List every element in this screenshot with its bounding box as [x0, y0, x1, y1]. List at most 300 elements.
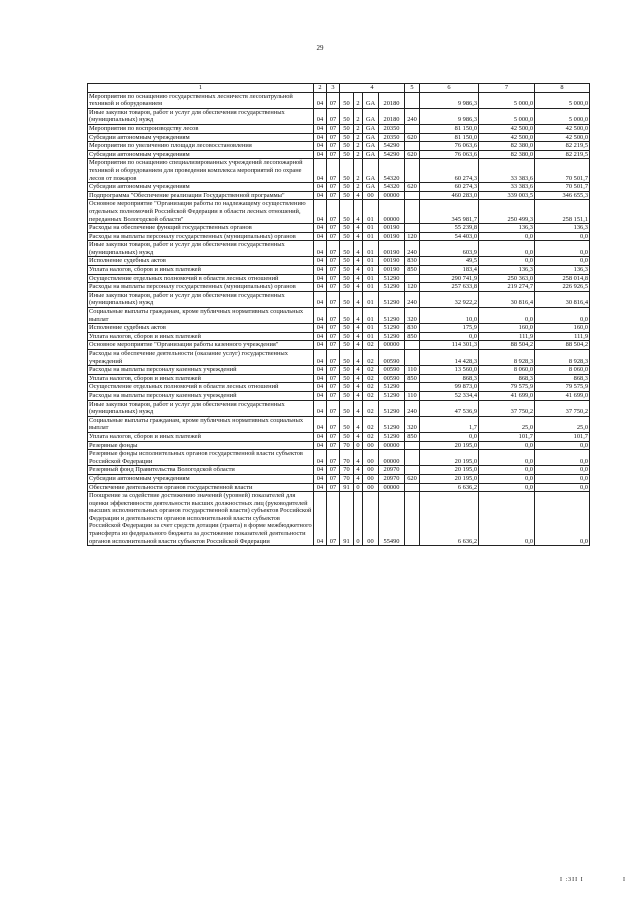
code-subsection: 07 [327, 432, 340, 441]
code-program: 50 [340, 191, 354, 200]
table-row [88, 142, 590, 151]
amount-year-2: 250 363,0 [479, 274, 535, 283]
row-name: Социальные выплаты гражданам, кроме публичных нормативных социальных выплат [88, 416, 314, 432]
code-direction: 00000 [379, 341, 405, 350]
amount-year-3: 70 501,7 [535, 183, 590, 192]
amount-year-2: 42 500,0 [479, 124, 535, 133]
table-row [88, 450, 590, 466]
row-name: Уплата налогов, сборов и иных платежей [88, 374, 314, 383]
code-event: GA [363, 133, 379, 142]
row-name: Иные закупки товаров, работ и услуг для обеспечения государственных (муниципальных) нужд [88, 108, 314, 124]
code-expense-type [405, 274, 420, 283]
code-subprogram: 4 [354, 366, 363, 375]
amount-year-2: 33 383,6 [479, 183, 535, 192]
code-event: 02 [363, 366, 379, 375]
row-name: Резервные фонды исполнительных органов государственной власти субъектов Российской Федерации [88, 450, 314, 466]
code-section: 04 [314, 108, 327, 124]
code-direction: 54320 [379, 159, 405, 183]
code-expense-type: 620 [405, 133, 420, 142]
amount-year-1: 0,0 [420, 332, 479, 341]
code-subsection: 07 [327, 150, 340, 159]
header-cell-5: 5 [405, 84, 420, 93]
code-subprogram: 4 [354, 474, 363, 483]
amount-year-1: 114 301,3 [420, 341, 479, 350]
table-row [88, 400, 590, 416]
amount-year-2: 0,0 [479, 466, 535, 475]
amount-year-3: 42 500,0 [535, 133, 590, 142]
amount-year-3: 136,3 [535, 224, 590, 233]
code-subsection: 07 [327, 366, 340, 375]
amount-year-1: 54 403,0 [420, 232, 479, 241]
code-subsection: 07 [327, 416, 340, 432]
code-section: 04 [314, 124, 327, 133]
amount-year-2: 33 383,6 [479, 159, 535, 183]
code-subprogram: 4 [354, 383, 363, 392]
code-section: 04 [314, 366, 327, 375]
code-program: 50 [340, 159, 354, 183]
table-row [88, 150, 590, 159]
code-program: 50 [340, 332, 354, 341]
table-body [88, 84, 590, 546]
row-name: Исполнение судебных актов [88, 324, 314, 333]
code-subsection: 07 [327, 283, 340, 292]
code-expense-type [405, 350, 420, 366]
amount-year-3: 88 504,2 [535, 341, 590, 350]
code-event: 00 [363, 492, 379, 546]
amount-year-2: 82 380,0 [479, 142, 535, 151]
amount-year-1: 99 873,0 [420, 383, 479, 392]
code-expense-type: 850 [405, 332, 420, 341]
table-row [88, 432, 590, 441]
code-subprogram: 4 [354, 232, 363, 241]
amount-year-2: 0,0 [479, 483, 535, 492]
code-expense-type [405, 341, 420, 350]
table-row [88, 283, 590, 292]
code-subprogram: 2 [354, 159, 363, 183]
code-section: 04 [314, 274, 327, 283]
table-row [88, 416, 590, 432]
code-program: 50 [340, 341, 354, 350]
amount-year-1: 20 195,0 [420, 450, 479, 466]
amount-year-3: 0,0 [535, 232, 590, 241]
code-subsection: 07 [327, 450, 340, 466]
amount-year-2: 219 274,7 [479, 283, 535, 292]
table-row [88, 183, 590, 192]
row-name: Мероприятия по оснащению специализированных учреждений лесопожарной техникой и оборудованием для проведения комплекса мероприятий по охране лесов от пожаров [88, 159, 314, 183]
amount-year-3: 0,0 [535, 466, 590, 475]
code-event: 00 [363, 450, 379, 466]
row-name: Расходы на выплаты персоналу казенных учреждений [88, 366, 314, 375]
table-row [88, 241, 590, 257]
amount-year-1: 1,7 [420, 416, 479, 432]
code-subprogram: 4 [354, 274, 363, 283]
code-expense-type: 240 [405, 108, 420, 124]
code-subsection: 07 [327, 400, 340, 416]
code-direction: 00000 [379, 200, 405, 224]
amount-year-2: 0,0 [479, 441, 535, 450]
amount-year-1: 175,9 [420, 324, 479, 333]
code-subprogram: 2 [354, 92, 363, 108]
code-subprogram: 4 [354, 308, 363, 324]
table-row [88, 200, 590, 224]
amount-year-3: 79 575,9 [535, 383, 590, 392]
code-direction: 00000 [379, 483, 405, 492]
page-number: 29 [316, 44, 324, 52]
table-row [88, 133, 590, 142]
code-program: 50 [340, 283, 354, 292]
row-name: Социальные выплаты гражданам, кроме публичных нормативных социальных выплат [88, 308, 314, 324]
code-subsection: 07 [327, 200, 340, 224]
amount-year-2: 250 499,3 [479, 200, 535, 224]
code-section: 04 [314, 200, 327, 224]
code-event: 01 [363, 232, 379, 241]
code-subprogram: 4 [354, 391, 363, 400]
table-row [88, 483, 590, 492]
code-expense-type [405, 224, 420, 233]
amount-year-1: 32 922,2 [420, 291, 479, 307]
amount-year-1: 55 239,8 [420, 224, 479, 233]
code-program: 50 [340, 257, 354, 266]
code-subprogram: 4 [354, 224, 363, 233]
code-subprogram: 4 [354, 416, 363, 432]
code-event: GA [363, 159, 379, 183]
code-section: 04 [314, 441, 327, 450]
code-program: 50 [340, 291, 354, 307]
code-subsection: 07 [327, 474, 340, 483]
amount-year-2: 25,0 [479, 416, 535, 432]
code-subprogram: 4 [354, 332, 363, 341]
amount-year-3: 0,0 [535, 492, 590, 546]
code-section: 04 [314, 391, 327, 400]
code-subprogram: 4 [354, 291, 363, 307]
row-name: Субсидии автономным учреждениям [88, 150, 314, 159]
code-section: 04 [314, 474, 327, 483]
code-program: 70 [340, 474, 354, 483]
code-expense-type: 320 [405, 308, 420, 324]
code-subsection: 07 [327, 92, 340, 108]
amount-year-2: 0,0 [479, 474, 535, 483]
amount-year-1: 13 560,0 [420, 366, 479, 375]
code-expense-type: 110 [405, 366, 420, 375]
code-subprogram: 2 [354, 133, 363, 142]
code-direction: 54290 [379, 150, 405, 159]
code-section: 04 [314, 374, 327, 383]
code-subsection: 07 [327, 324, 340, 333]
code-event: 01 [363, 200, 379, 224]
code-direction: 00590 [379, 350, 405, 366]
header-cell-6: 6 [420, 84, 479, 93]
code-subprogram: 2 [354, 150, 363, 159]
row-name: Расходы на выплаты персоналу казенных учреждений [88, 391, 314, 400]
code-section: 04 [314, 232, 327, 241]
code-expense-type [405, 159, 420, 183]
code-direction: 51290 [379, 274, 405, 283]
amount-year-1: 0,0 [420, 432, 479, 441]
code-subprogram: 0 [354, 441, 363, 450]
code-section: 04 [314, 432, 327, 441]
footer-mark-2: I [623, 877, 625, 883]
code-expense-type: 620 [405, 474, 420, 483]
amount-year-2: 101,7 [479, 432, 535, 441]
row-name: Иные закупки товаров, работ и услуг для обеспечения государственных (муниципальных) нужд [88, 400, 314, 416]
code-direction: 51290 [379, 383, 405, 392]
code-event: 02 [363, 374, 379, 383]
code-program: 50 [340, 200, 354, 224]
code-section: 04 [314, 492, 327, 546]
code-expense-type: 620 [405, 183, 420, 192]
code-expense-type: 120 [405, 283, 420, 292]
code-program: 91 [340, 483, 354, 492]
code-expense-type: 830 [405, 324, 420, 333]
code-event: GA [363, 142, 379, 151]
code-program: 50 [340, 416, 354, 432]
code-subprogram: 0 [354, 492, 363, 546]
row-name: Осуществление отдельных полномочий в области лесных отношений [88, 383, 314, 392]
table-row [88, 266, 590, 275]
code-subsection: 07 [327, 350, 340, 366]
code-direction: 00190 [379, 257, 405, 266]
amount-year-1: 257 633,8 [420, 283, 479, 292]
row-name: Расходы на выплаты персоналу государственных (муниципальных) органов [88, 232, 314, 241]
amount-year-1: 9 986,3 [420, 108, 479, 124]
row-name: Мероприятия по увеличению площади лесовосстановления [88, 142, 314, 151]
amount-year-2: 42 500,0 [479, 133, 535, 142]
code-subsection: 07 [327, 257, 340, 266]
row-name: Поощрение за содействие достижению значений (уровней) показателей для оценки эффективности деятельности высших должностных лиц (руководителей высших исполнительных органов государственной власти) субъектов Российской Федерации и деятельности органов исполнительной власти субъектов Российской Федерации за счет средств дотации (гранта) в форме межбюджетного трансферта из федерального бюджета за достижение показателей деятельности органов исполнительной власти субъектов Российской Федерации [89, 492, 312, 545]
table-row [88, 291, 590, 307]
row-name: Иные закупки товаров, работ и услуг для обеспечения государственных (муниципальных) нужд [88, 291, 314, 307]
code-program: 50 [340, 92, 354, 108]
row-name: Уплата налогов, сборов и иных платежей [88, 432, 314, 441]
amount-year-1: 20 195,0 [420, 466, 479, 475]
row-name: Основное мероприятие "Организация работы по надлежащему осуществлению отдельных полномочий Российской Федерации в области лесных отношений, переданных Вологодской области" [88, 200, 314, 224]
table-row [88, 350, 590, 366]
code-direction: 51290 [379, 391, 405, 400]
code-subsection: 07 [327, 383, 340, 392]
code-expense-type: 110 [405, 391, 420, 400]
amount-year-2: 5 000,0 [479, 92, 535, 108]
table-row [88, 383, 590, 392]
amount-year-3: 226 926,5 [535, 283, 590, 292]
code-expense-type: 850 [405, 374, 420, 383]
code-direction: 20180 [379, 92, 405, 108]
code-direction: 00190 [379, 241, 405, 257]
code-direction: 51290 [379, 432, 405, 441]
row-name: Мероприятия по воспроизводству лесов [88, 124, 314, 133]
code-subprogram: 4 [354, 266, 363, 275]
code-event: GA [363, 108, 379, 124]
table-row [88, 474, 590, 483]
amount-year-1: 9 986,3 [420, 92, 479, 108]
table-row [88, 308, 590, 324]
row-name: Подпрограмма "Обеспечение реализации Государственной программы" [88, 191, 314, 200]
code-program: 50 [340, 183, 354, 192]
table-row [88, 324, 590, 333]
code-direction: 20970 [379, 466, 405, 475]
amount-year-1: 290 741,9 [420, 274, 479, 283]
code-subprogram: 2 [354, 142, 363, 151]
row-name: Субсидии автономным учреждениям [88, 133, 314, 142]
amount-year-2: 0,0 [479, 492, 535, 546]
amount-year-3: 37 750,2 [535, 400, 590, 416]
code-subsection: 07 [327, 108, 340, 124]
code-direction: 51290 [379, 308, 405, 324]
code-program: 50 [340, 108, 354, 124]
code-subprogram: 4 [354, 432, 363, 441]
code-subsection: 07 [327, 133, 340, 142]
code-program: 50 [340, 374, 354, 383]
amount-year-2: 8 928,3 [479, 350, 535, 366]
amount-year-3: 258 151,1 [535, 200, 590, 224]
code-event: 00 [363, 474, 379, 483]
amount-year-3: 5 000,0 [535, 108, 590, 124]
code-subsection: 07 [327, 241, 340, 257]
row-name: Резервный фонд Правительства Вологодской области [88, 466, 314, 475]
code-program: 50 [340, 350, 354, 366]
amount-year-2: 30 816,4 [479, 291, 535, 307]
code-section: 04 [314, 400, 327, 416]
amount-year-2: 0,0 [479, 232, 535, 241]
code-program: 50 [340, 383, 354, 392]
amount-year-1: 60 274,3 [420, 183, 479, 192]
code-section: 04 [314, 450, 327, 466]
code-subsection: 07 [327, 266, 340, 275]
code-section: 04 [314, 183, 327, 192]
amount-year-3: 42 500,0 [535, 124, 590, 133]
amount-year-3: 41 699,0 [535, 391, 590, 400]
amount-year-3: 346 655,3 [535, 191, 590, 200]
code-direction: 00000 [379, 450, 405, 466]
code-section: 04 [314, 150, 327, 159]
code-event: 01 [363, 324, 379, 333]
code-program: 50 [340, 391, 354, 400]
code-section: 04 [314, 416, 327, 432]
code-direction: 51290 [379, 416, 405, 432]
table-row [88, 92, 590, 108]
amount-year-1: 52 334,4 [420, 391, 479, 400]
amount-year-3: 8 928,3 [535, 350, 590, 366]
row-name: Осуществление отдельных полномочий в области лесных отношений [88, 274, 314, 283]
code-direction: 55490 [379, 492, 405, 546]
code-section: 04 [314, 191, 327, 200]
code-subsection: 07 [327, 441, 340, 450]
code-subprogram: 4 [354, 257, 363, 266]
amount-year-2: 79 575,9 [479, 383, 535, 392]
code-direction: 51290 [379, 283, 405, 292]
code-event: GA [363, 124, 379, 133]
amount-year-1: 14 428,3 [420, 350, 479, 366]
code-direction: 51290 [379, 400, 405, 416]
code-event: 02 [363, 432, 379, 441]
amount-year-1: 49,5 [420, 257, 479, 266]
header-cell-1: 1 [88, 84, 314, 93]
amount-year-3: 868,3 [535, 374, 590, 383]
code-program: 50 [340, 150, 354, 159]
amount-year-1: 47 536,9 [420, 400, 479, 416]
table-row [88, 191, 590, 200]
code-expense-type: 620 [405, 150, 420, 159]
amount-year-1: 6 636,2 [420, 492, 479, 546]
code-expense-type [405, 383, 420, 392]
code-section: 04 [314, 283, 327, 292]
amount-year-2: 41 699,0 [479, 391, 535, 400]
table-row [88, 108, 590, 124]
amount-year-3: 160,0 [535, 324, 590, 333]
row-name: Основное мероприятие "Организация работы казенного учреждения" [88, 341, 314, 350]
code-subsection: 07 [327, 308, 340, 324]
code-subprogram: 4 [354, 341, 363, 350]
code-expense-type: 120 [405, 232, 420, 241]
amount-year-3: 258 014,8 [535, 274, 590, 283]
code-event: 01 [363, 332, 379, 341]
amount-year-3: 0,0 [535, 450, 590, 466]
code-event: 00 [363, 191, 379, 200]
code-subsection: 07 [327, 183, 340, 192]
code-expense-type: 320 [405, 416, 420, 432]
code-section: 04 [314, 159, 327, 183]
amount-year-2: 868,3 [479, 374, 535, 383]
code-subprogram: 4 [354, 450, 363, 466]
code-expense-type [405, 483, 420, 492]
code-expense-type [405, 200, 420, 224]
code-program: 50 [340, 266, 354, 275]
header-cell-3: 3 [327, 84, 340, 93]
amount-year-2: 136,3 [479, 266, 535, 275]
code-section: 04 [314, 350, 327, 366]
code-expense-type: 850 [405, 432, 420, 441]
code-direction: 51290 [379, 291, 405, 307]
code-event: 02 [363, 341, 379, 350]
table-header-row [88, 84, 590, 93]
code-program: 50 [340, 308, 354, 324]
amount-year-2: 88 504,2 [479, 341, 535, 350]
code-direction: 00000 [379, 441, 405, 450]
code-expense-type: 830 [405, 257, 420, 266]
code-subprogram: 2 [354, 108, 363, 124]
code-program: 50 [340, 241, 354, 257]
table-row [88, 257, 590, 266]
code-direction: 00000 [379, 191, 405, 200]
row-name: Уплата налогов, сборов и иных платежей [88, 266, 314, 275]
code-event: GA [363, 183, 379, 192]
code-subprogram: 2 [354, 124, 363, 133]
code-program: 50 [340, 324, 354, 333]
amount-year-1: 20 195,0 [420, 441, 479, 450]
amount-year-3: 70 501,7 [535, 159, 590, 183]
amount-year-1: 76 063,6 [420, 150, 479, 159]
amount-year-2: 0,0 [479, 450, 535, 466]
amount-year-3: 5 000,0 [535, 92, 590, 108]
code-program: 50 [340, 133, 354, 142]
amount-year-2: 160,0 [479, 324, 535, 333]
amount-year-1: 460 283,0 [420, 191, 479, 200]
code-direction: 00590 [379, 374, 405, 383]
code-program: 50 [340, 142, 354, 151]
row-name: Субсидии автономным учреждениям [88, 474, 314, 483]
code-subprogram: 4 [354, 400, 363, 416]
amount-year-2: 0,0 [479, 308, 535, 324]
code-subprogram: 4 [354, 200, 363, 224]
code-subprogram: 4 [354, 350, 363, 366]
code-event: 01 [363, 308, 379, 324]
code-event: 02 [363, 350, 379, 366]
code-event: 00 [363, 483, 379, 492]
code-direction: 20180 [379, 108, 405, 124]
amount-year-1: 603,9 [420, 241, 479, 257]
code-event: 01 [363, 291, 379, 307]
code-event: 01 [363, 274, 379, 283]
code-expense-type: 850 [405, 266, 420, 275]
